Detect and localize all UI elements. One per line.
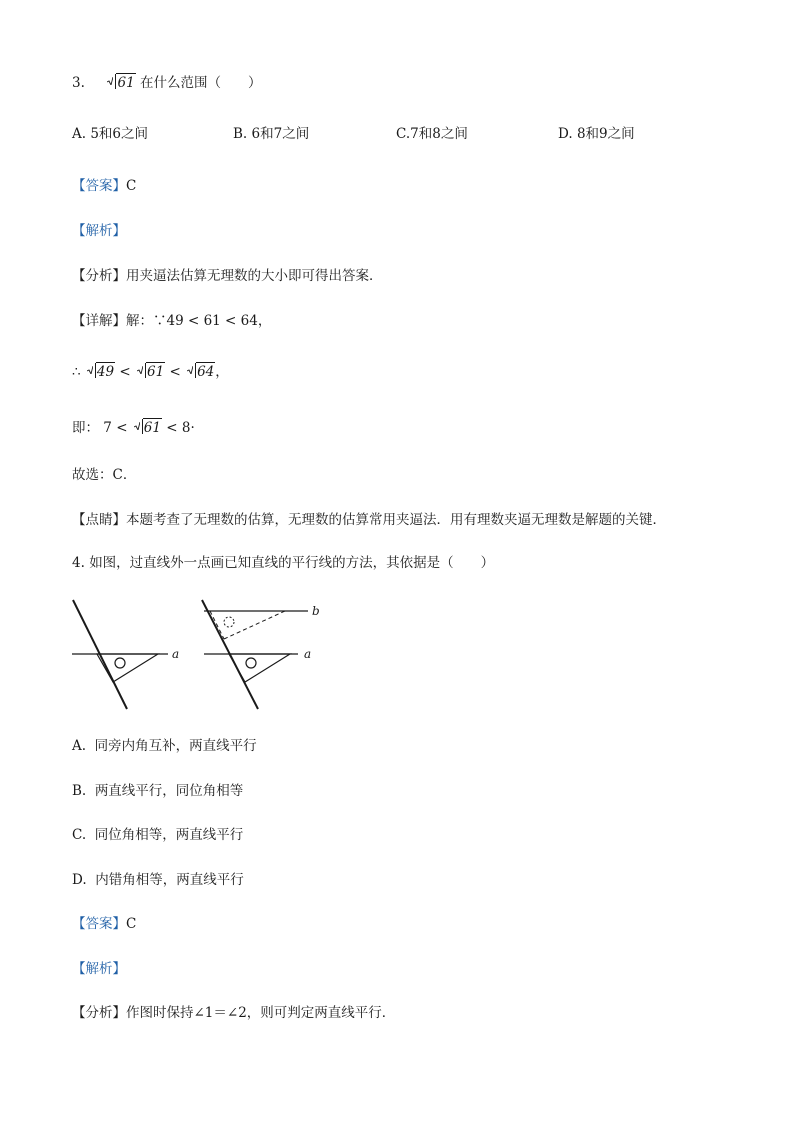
q3-result-line xyxy=(72,418,195,437)
sqrt-61 xyxy=(137,362,165,381)
q3-analysis-tag: 【解析】 xyxy=(72,223,126,239)
option-text: 同位角相等，两直线平行 xyxy=(94,827,244,843)
radicand: 61 xyxy=(117,75,135,91)
q4-analysis-tag: 【解析】 xyxy=(72,961,126,977)
question-4-stem xyxy=(72,554,494,572)
q3-comment xyxy=(72,511,666,529)
less-than: < xyxy=(166,420,178,436)
detail-tag: 【详解】 xyxy=(72,313,126,329)
less-than: < xyxy=(119,364,131,380)
q3-inequality-line xyxy=(72,362,229,381)
option-label: A. xyxy=(72,126,87,142)
q4-fenxi xyxy=(72,1004,395,1022)
comma: ， xyxy=(215,364,229,380)
option-text: 8和9之间 xyxy=(576,126,635,142)
option-label: D. xyxy=(558,126,573,142)
radical-sign-icon xyxy=(137,366,143,374)
option-label: D. xyxy=(72,872,87,888)
radicand: 49 xyxy=(96,364,115,380)
comment-text: 本题考查了无理数的估算，无理数的估算常用夹逼法．用有理数夹逼无理数是解题的关键． xyxy=(126,512,666,528)
question-3-stem-text: 在什么范围（ ） xyxy=(139,75,262,91)
radical-sign-icon xyxy=(107,77,113,85)
option-text: 7和8之间 xyxy=(410,126,468,142)
therefore-symbol: ∴ xyxy=(72,364,81,380)
question-number: 4. xyxy=(72,555,85,571)
radical-sign-icon xyxy=(87,366,93,374)
radical-sign-icon xyxy=(187,366,193,374)
fenxi-text: 作图时保持∠1＝∠2，则可判定两直线平行． xyxy=(126,1005,396,1021)
option-label: B. xyxy=(233,126,248,142)
q3-option-a xyxy=(72,122,148,142)
line-label-a: a xyxy=(304,647,312,661)
question-4-stem-text: 如图，过直线外一点画已知直线的平行线的方法，其依据是（ ） xyxy=(89,555,495,571)
q3-option-d xyxy=(558,122,635,142)
answer-tag: 【答案】 xyxy=(72,916,126,932)
q3-choose: 故选：C． xyxy=(72,467,137,483)
ji-label: 即： xyxy=(72,420,99,436)
parallel-line-construction-figure xyxy=(66,595,336,715)
q4-option-b xyxy=(72,782,243,800)
option-text: 同旁内角互补，两直线平行 xyxy=(94,738,257,754)
option-label: B. xyxy=(72,783,87,799)
q3-detail xyxy=(72,312,271,330)
sqrt-expression xyxy=(107,73,135,92)
line-label-a: a xyxy=(172,647,180,661)
sqrt-49 xyxy=(87,362,115,381)
q3-fenxi xyxy=(72,267,383,285)
question-3-stem xyxy=(72,73,261,92)
figure-left xyxy=(72,600,179,709)
q3-option-b xyxy=(233,122,309,142)
answer-value: C xyxy=(126,916,137,932)
q4-answer xyxy=(72,915,136,933)
number-seven: 7 xyxy=(103,420,112,436)
radicand: 61 xyxy=(143,420,161,436)
option-label: C. xyxy=(72,827,87,843)
option-label: A. xyxy=(72,738,87,754)
option-text: 6和7之间 xyxy=(251,126,310,142)
sqrt-61 xyxy=(134,418,162,437)
radical-sign-icon xyxy=(134,422,140,430)
q3-answer xyxy=(72,177,136,195)
sqrt-64 xyxy=(187,362,215,381)
q4-option-a xyxy=(72,737,257,755)
option-text: 5和6之间 xyxy=(90,126,149,142)
number-eight: 8· xyxy=(181,420,195,436)
q4-option-c xyxy=(72,826,243,844)
question-number: 3. xyxy=(72,75,85,91)
less-than: < xyxy=(116,420,128,436)
option-text: 内错角相等，两直线平行 xyxy=(95,872,244,888)
detail-text: 解：∵49 < 61 < 64， xyxy=(126,313,272,329)
fenxi-text: 用夹逼法估算无理数的大小即可得出答案． xyxy=(126,268,383,284)
fenxi-tag: 【分析】 xyxy=(72,1005,126,1021)
option-text: 两直线平行，同位角相等 xyxy=(94,783,244,799)
comment-tag: 【点睛】 xyxy=(72,512,126,528)
option-label: C. xyxy=(396,126,411,142)
fenxi-tag: 【分析】 xyxy=(72,268,126,284)
answer-value: C xyxy=(126,178,137,194)
answer-tag: 【答案】 xyxy=(72,178,126,194)
radicand: 64 xyxy=(197,364,215,380)
line-label-b: b xyxy=(312,604,320,618)
q3-option-c xyxy=(396,122,468,142)
radicand: 61 xyxy=(146,364,165,380)
less-than: < xyxy=(169,364,181,380)
q4-option-d xyxy=(72,871,244,889)
figure-right xyxy=(202,600,320,709)
